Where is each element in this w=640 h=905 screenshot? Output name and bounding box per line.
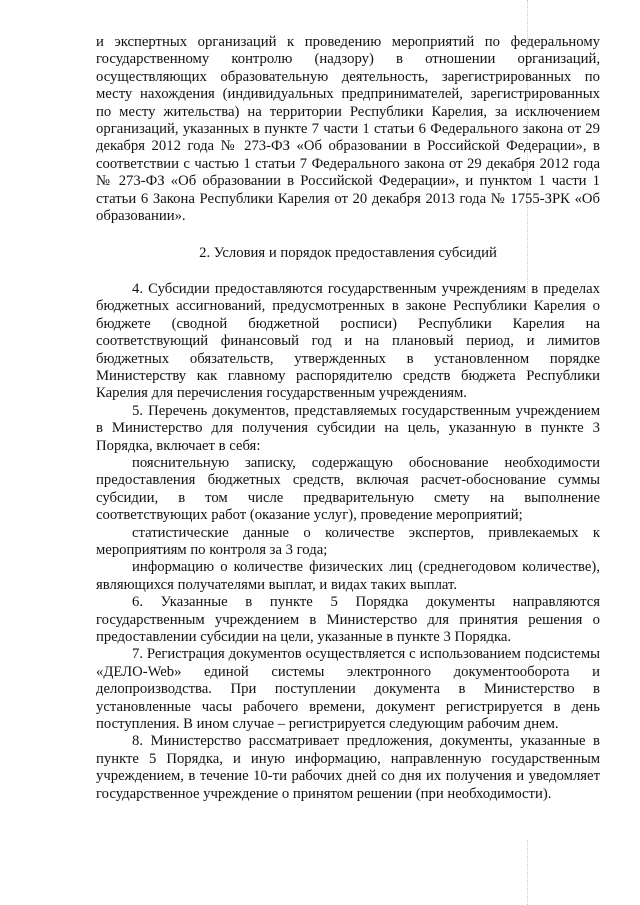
paragraph-intro: и экспертных организаций к проведению мероприятий по федеральному государственному контролю (надзору) в отношении организаций, осуществляющих образовательную деятельность, зарегистрированных по месту нахождения (индивидуальных предпринимателей, зарегистрированных по месту жительства) на территории Республики Карелия, за исключением организаций, указанных в пункте 7 части 1 статьи 6 Федерального закона от 29 декабря 2012 года № 273-ФЗ «Об образовании в Российской Федерации», в соответствии с частью 1 статьи 7 Федерального закона от 29 декабря 2012 года № 273-ФЗ «Об образовании в Российской Федерации», и пунктом 1 части 1 статьи 6 Закона Республики Карелия от 20 декабря 2013 года № 1755-ЗРК «Об образовании». (96, 34, 600, 225)
paragraph-item-4: 4. Субсидии предоставляются государственным учреждениям в пределах бюджетных ассигнований, предусмотренных в законе Республики Карелия о бюджете (сводной бюджетной росписи) Республики Карелия на соответствующий финансовый год и на плановый период, и лимитов бюджетных обязательств, утвержденных в установленном порядке Министерству как главному распорядителю средств бюджета Республики Карелия для перечисления государственным учреждениям. (96, 280, 600, 402)
paragraph-information: информацию о количестве физических лиц (среднегодовом количестве), являющихся получателями выплат, и видах таких выплат. (96, 559, 600, 593)
paragraph-explanatory-note: пояснительную записку, содержащую обоснование необходимости предоставления бюджетных средств, включая расчет-обоснование суммы субсидии, в том числе предварительную смету на выполнение соответствующих работ (оказание услуг), проведение мероприятий; (96, 454, 600, 524)
scan-margin-line-bottom (527, 840, 528, 905)
paragraph-item-6: 6. Указанные в пункте 5 Порядка документы направляются государственным учреждением в Министерство для принятия решения о предоставлении субсидии на цели, указанные в пункте 3 Порядка. (96, 594, 600, 645)
paragraph-item-7: 7. Регистрация документов осуществляется с использованием подсистемы «ДЕЛО-Web» единой системы электронного документооборота и делопроизводства. При поступлении документа в Министерство в установленные часы рабочего времени, документ регистрируется в день поступления. В ином случае – регистрируется следующим рабочим днем. (96, 646, 600, 733)
paragraph-statistics: статистические данные о количестве экспертов, привлекаемых к мероприятиям по контроля за 3 года; (96, 524, 600, 558)
paragraph-item-8: 8. Министерство рассматривает предложения, документы, указанные в пункте 5 Порядка, и иную информацию, направленную государственным учреждением, в течение 10-ти рабочих дней со дня их получения и уведомляет государственное учреждение о принятом решении (при необходимости). (96, 733, 600, 802)
paragraph-item-5: 5. Перечень документов, представляемых государственным учреждением в Министерство для получения субсидии на цель, указанную в пункте 3 Порядка, включает в себя: (96, 402, 600, 454)
document-body (96, 34, 600, 803)
section-heading: 2. Условия и порядок предоставления субсидий (199, 245, 497, 262)
